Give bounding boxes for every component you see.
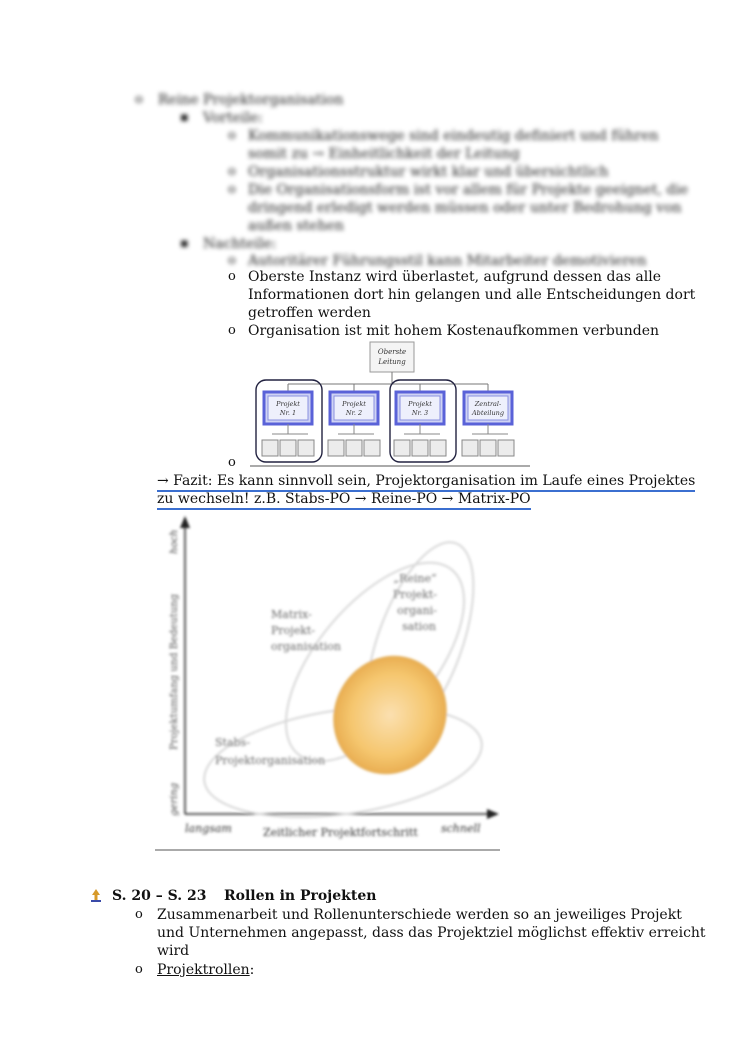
nachteil-3: Organisation ist mit hohem Kostenaufkommen verbunden	[248, 323, 660, 339]
x-axis-label: Zeitlicher Projektfortschritt	[263, 826, 418, 839]
matrix-label-3: organisation	[271, 640, 341, 653]
bullet-circle: o	[228, 128, 236, 143]
bullet-circle: o	[228, 182, 236, 197]
org-unit-1-l2: Nr. 1	[279, 409, 297, 417]
nachteil-1: Autoritärer Führungsstil kann Mitarbeiter demotivieren	[248, 253, 647, 269]
org-top-line2: Leitung	[378, 358, 406, 366]
bullet-circle: o	[135, 92, 143, 107]
vorteil-3c: außen stehen	[248, 218, 344, 234]
fazit-line-2: zu wechseln! z.B. Stabs-PO → Reine-PO → Matrix-PO	[157, 490, 531, 510]
nachteil-2c: getroffen werden	[248, 305, 371, 321]
arrow-bullet-icon	[89, 888, 103, 902]
reine-label-4: sation	[402, 620, 436, 633]
section-bullet-1b: und Unternehmen angepasst, dass das Projektziel möglichst effektiv erreicht	[157, 925, 706, 941]
y-axis-label: Projektumfang und Bedeutung	[169, 593, 180, 751]
vorteil-1a: Kommunikationswege sind eindeutig definiert und führen	[248, 128, 659, 144]
reine-heading: Reine Projektorganisation	[158, 92, 344, 108]
organisation-diagram	[155, 512, 500, 852]
vorteil-1b: somit zu → Einheitlichkeit der Leitung	[248, 146, 520, 162]
projektrollen-label: Projektrollen	[157, 962, 250, 978]
bullet-square: ▪	[180, 110, 189, 125]
section-bullet-1c: wird	[157, 943, 190, 959]
org-unit-1-l1: Projekt	[276, 400, 300, 408]
org-unit-4-l2: Abteilung	[471, 409, 505, 417]
org-unit-3-l1: Projekt	[408, 400, 432, 408]
vorteil-2: Organisationsstruktur wirkt klar und übersichtlich	[248, 164, 609, 180]
fazit-line-1: → Fazit: Es kann sinnvoll sein, Projektorganisation im Laufe eines Projektes	[157, 472, 695, 492]
y-axis-top: hoch	[169, 529, 180, 554]
nachteil-2b: Informationen dort hin gelangen und alle Entscheidungen dort	[248, 287, 696, 303]
bullet-circle: o	[228, 269, 236, 284]
bullet-circle: o	[228, 164, 236, 179]
org-top-line1: Oberste	[377, 348, 407, 356]
section-bullet-1a: Zusammenarbeit und Rollenunterschiede werden so an jeweiliges Projekt	[157, 907, 682, 923]
org-chart	[250, 340, 530, 470]
org-unit-3-l2: Nr. 3	[411, 409, 429, 417]
bullet-circle: o	[135, 962, 143, 977]
section-title: Rollen in Projekten	[224, 888, 377, 904]
vorteile-label: Vorteile:	[203, 110, 263, 126]
projektrollen-colon: :	[249, 962, 255, 978]
matrix-label-2: Projekt-	[271, 624, 316, 637]
section-pages: S. 20 – S. 23	[112, 888, 207, 904]
vorteil-3a: Die Organisationsform ist vor allem für Projekte geeignet, die	[248, 182, 689, 198]
stabs-label-2: Projektorganisation	[215, 754, 326, 767]
reine-label-1: „Reine“	[393, 572, 437, 585]
matrix-label-1: Matrix-	[271, 608, 312, 621]
projektrollen-line	[157, 961, 254, 979]
bullet-circle: o	[228, 323, 236, 338]
reine-label-2: Projekt-	[392, 588, 438, 601]
y-axis-bottom: gering	[169, 782, 180, 816]
org-unit-4-l1: Zentral-	[474, 400, 502, 408]
org-unit-2-l1: Projekt	[342, 400, 366, 408]
x-axis-left: langsam	[185, 822, 232, 835]
nachteile-label: Nachteile:	[203, 236, 277, 252]
nachteil-2a: Oberste Instanz wird überlastet, aufgrund dessen das alle	[248, 269, 662, 285]
stabs-label-1: Stabs-	[215, 736, 250, 749]
bullet-circle: o	[228, 455, 236, 470]
bullet-circle: o	[228, 253, 236, 268]
bullet-square: ▪	[180, 236, 189, 251]
x-axis-right: schnell	[441, 822, 481, 835]
org-unit-2-l2: Nr. 2	[345, 409, 363, 417]
bullet-circle: o	[135, 907, 143, 922]
vorteil-3b: dringend erledigt werden müssen oder unter Bedrohung von	[248, 200, 682, 216]
reine-label-3: organi-	[397, 604, 437, 617]
